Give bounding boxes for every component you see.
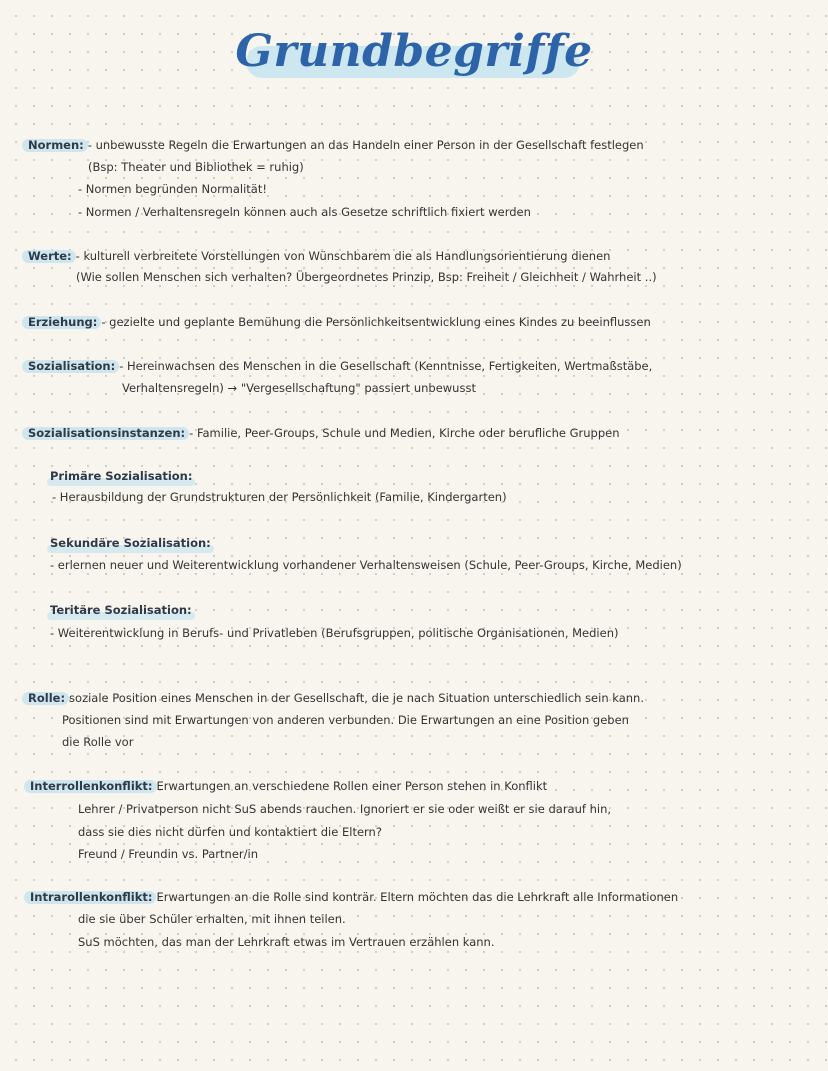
normen-line-2: (Bsp: Theater und Bibliothek = ruhig) <box>88 160 304 174</box>
primaer-heading: Primäre Sozialisation: <box>50 469 193 483</box>
rolle-line-2: Positionen sind mit Erwartungen von anderen verbunden. Die Erwartungen an eine Position geben <box>62 713 629 727</box>
sozialisation-line-1: Sozialisation: - Hereinwachsen des Menschen in die Gesellschaft (Kenntnisse, Fertigkeiten, Wertmaßstäbe, <box>28 359 653 373</box>
tertiaer-heading: Teritäre Sozialisation: <box>50 603 192 617</box>
rolle-line-1: Rolle: soziale Position eines Menschen in der Gesellschaft, die je nach Situation unterschiedlich sein kann. <box>28 691 644 705</box>
sekundaer-line-1: - erlernen neuer und Weiterentwicklung vorhandener Verhaltensweisen (Schule, Peer-Groups, Kirche, Medien) <box>50 558 682 572</box>
inter-line-4: Freund / Freundin vs. Partner/in <box>78 847 258 861</box>
sekundaer-heading: Sekundäre Sozialisation: <box>50 536 211 550</box>
normen-term: Normen: <box>28 138 84 152</box>
normen-line-3: - Normen begründen Normalität! <box>78 182 267 196</box>
erziehung-line-1: Erziehung: - gezielte und geplante Bemühung die Persönlichkeitsentwicklung eines Kindes zu beeinflussen <box>28 315 651 329</box>
normen-line-4: - Normen / Verhaltensregeln können auch als Gesetze schriftlich fixiert werden <box>78 205 531 219</box>
erziehung-term: Erziehung: <box>28 315 98 329</box>
werte-term: Werte: <box>28 249 72 263</box>
sozialisation-term: Sozialisation: <box>28 359 116 373</box>
intra-line-2: die sie über Schüler erhalten, mit ihnen teilen. <box>78 912 346 926</box>
normen-line-1: Normen: - unbewusste Regeln die Erwartungen an das Handeln einer Person in der Gesellschaft festlegen <box>28 138 644 152</box>
rolle-term: Rolle: <box>28 691 66 705</box>
tertiaer-line-1: - Weiterentwicklung in Berufs- und Privatleben (Berufsgruppen, politische Organisationen, Medien) <box>50 626 619 640</box>
intra-term: Intrarollenkonflikt: <box>30 890 153 904</box>
primaer-line-1: - Herausbildung der Grundstrukturen der Persönlichkeit (Familie, Kindergarten) <box>52 490 507 504</box>
intra-line-1: Intrarollenkonflikt: Erwartungen an die Rolle sind konträr. Eltern möchten das die Lehrkraft alle Informationen <box>30 890 679 904</box>
inter-line-1: Interrollenkonflikt: Erwartungen an verschiedene Rollen einer Person stehen in Konflikt <box>30 779 548 793</box>
inter-line-2: Lehrer / Privatperson nicht SuS abends rauchen. Ignoriert er sie oder weißt er sie darauf hin, <box>78 802 612 816</box>
page-title: Grundbegriffe <box>235 26 593 77</box>
instanzen-term: Sozialisationsinstanzen: <box>28 426 186 440</box>
werte-line-2: (Wie sollen Menschen sich verhalten? Übergeordnetes Prinzip, Bsp: Freiheit / Gleichheit / Wahrheit ..) <box>76 270 657 284</box>
intra-line-3: SuS möchten, das man der Lehrkraft etwas im Vertrauen erzählen kann. <box>78 935 495 949</box>
rolle-line-3: die Rolle vor <box>62 735 134 749</box>
sozialisation-line-2: Verhaltensregeln) → "Vergesellschaftung" passiert unbewusst <box>122 381 476 395</box>
instanzen-line-1: Sozialisationsinstanzen: - Familie, Peer-Groups, Schule und Medien, Kirche oder berufliche Gruppen <box>28 426 620 440</box>
inter-term: Interrollenkonflikt: <box>30 779 153 793</box>
inter-line-3: dass sie dies nicht dürfen und kontaktiert die Eltern? <box>78 825 382 839</box>
werte-line-1: Werte: - kulturell verbreitete Vorstellungen von Wünschbarem die als Handlungsorientierung dienen <box>28 249 611 263</box>
